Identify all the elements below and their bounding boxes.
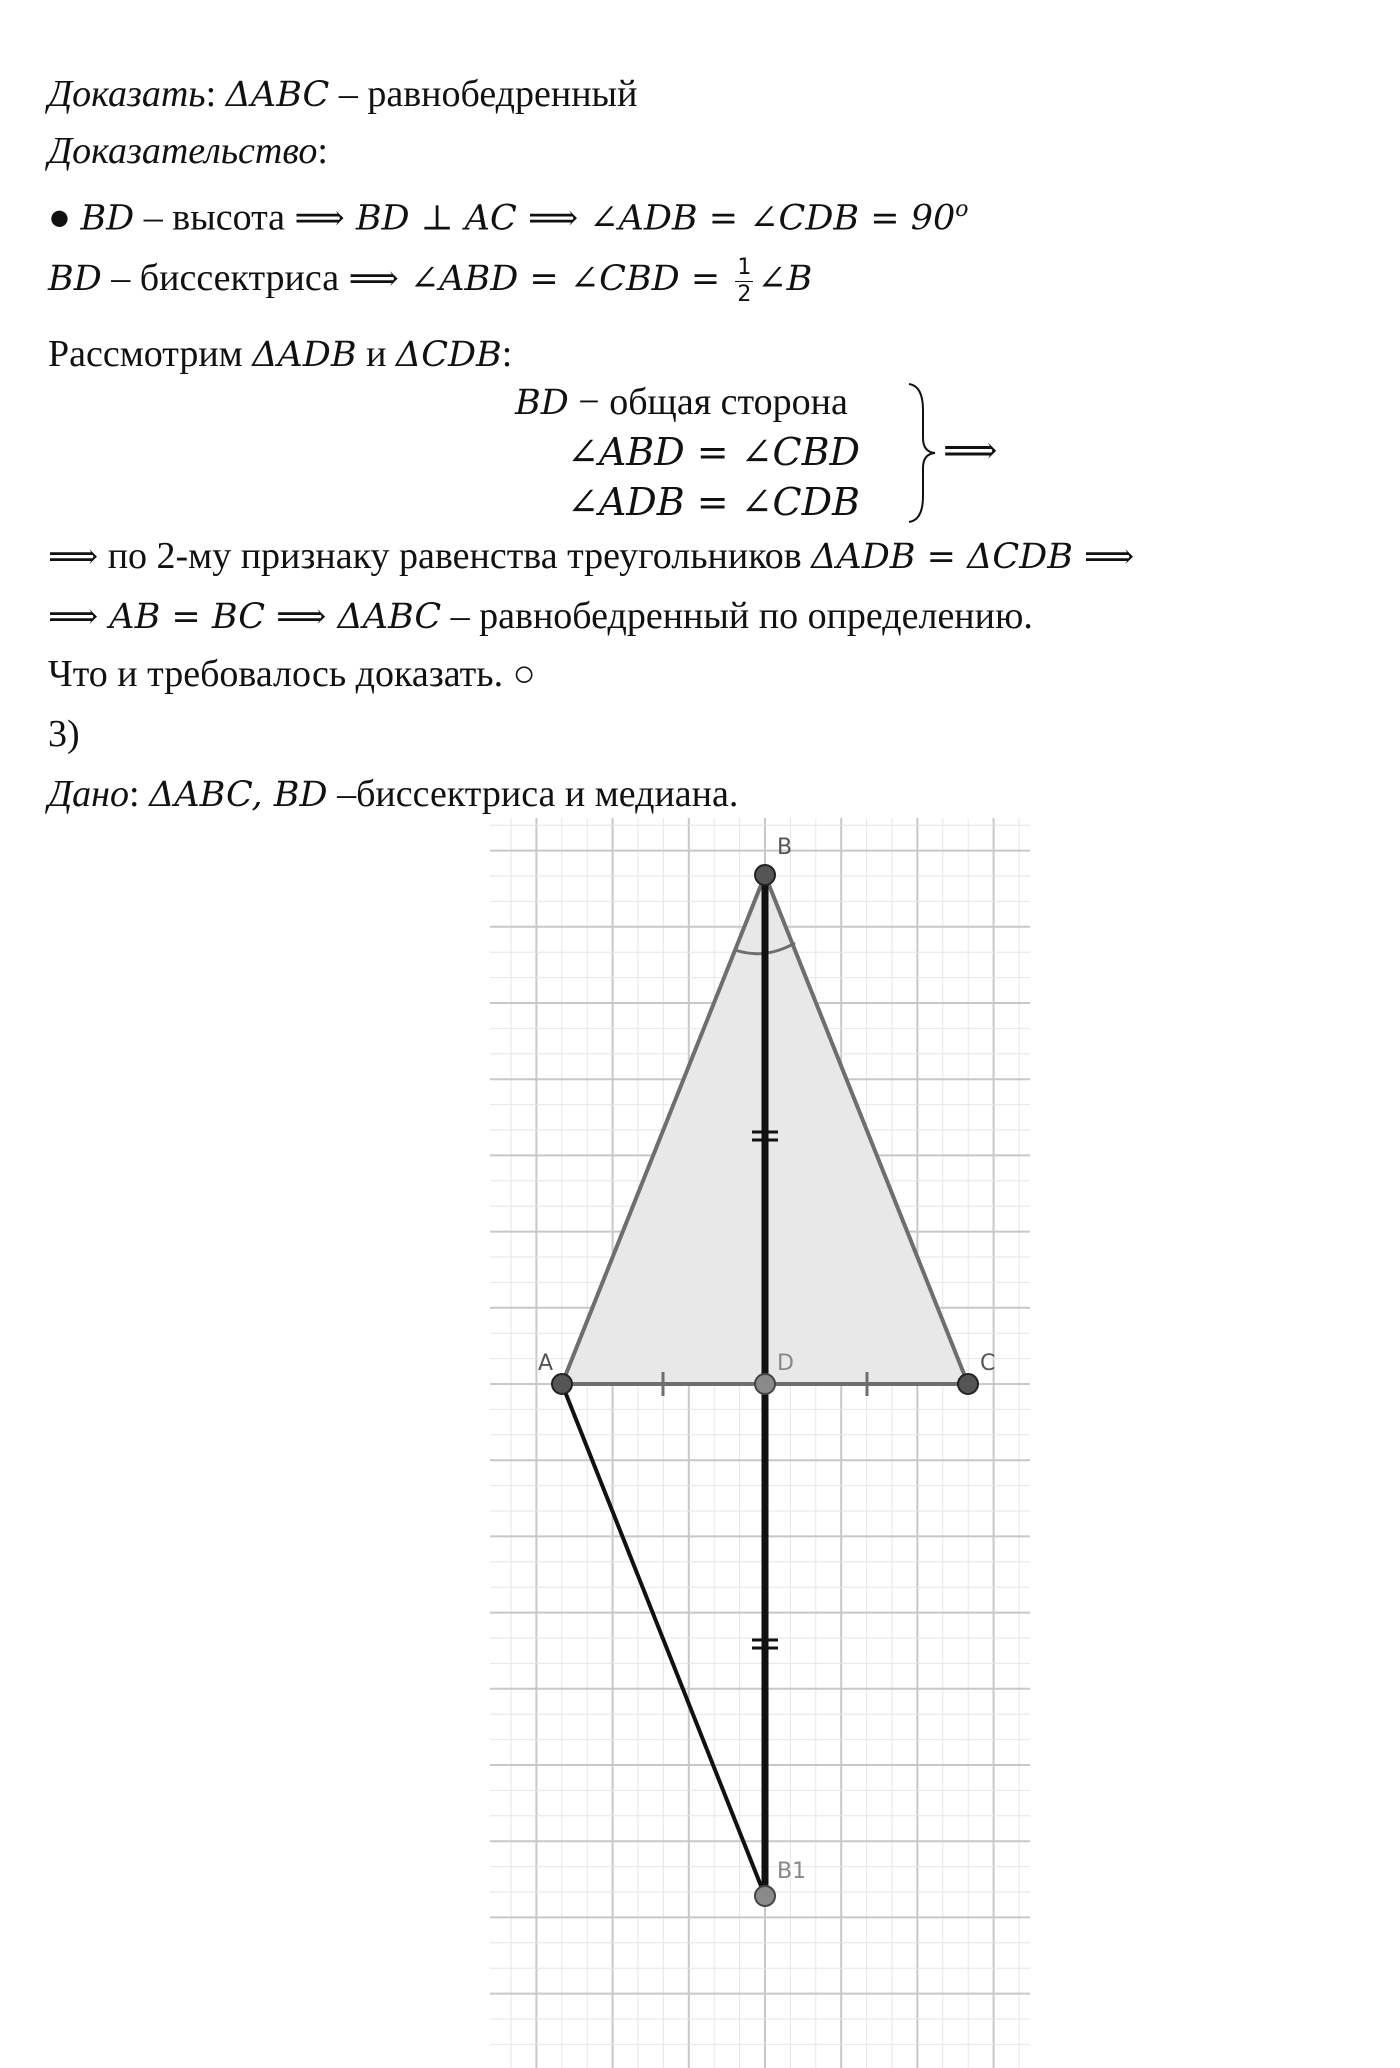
prove-colon: : [205,73,226,115]
condition-angle-abd: ∠ABD = ∠CBD [567,430,860,474]
label-b1: B1 [777,1859,807,1884]
point-c [958,1374,978,1394]
bullet: ● [48,196,81,239]
system-implies: ⟹ [943,428,998,472]
degree-sup: o [955,197,969,222]
consider-colon: : [501,333,513,375]
and-text: и [356,333,396,375]
qed-line: Что и требовалось доказать. ○ [48,653,536,695]
given-colon: : [129,773,150,815]
fraction-denominator: 2 [737,281,752,307]
triangle-adb: ΔADB [252,335,357,375]
given-text: –биссектриса и медиана. [327,773,739,815]
condition-common-side [515,378,848,427]
criterion-text: по 2-му признаку равенства треугольников [98,535,812,577]
angle-b: ∠B [757,259,813,299]
prove-line [48,70,637,119]
prove-statement: – равнобедренный [329,73,638,115]
altitude-formula: ⟹ BD ⊥ AC ⟹ ∠ADB = ∠CDB = 90 [294,198,956,239]
criterion-implies: ⟹ [48,537,99,577]
geometry-figure [490,818,1030,2068]
altitude-segment: BD [80,198,135,239]
point-b1 [755,1886,775,1906]
proof-colon: : [317,130,328,172]
proof-heading [48,127,328,175]
bisector-segment: BD [48,259,102,299]
common-side-text: − общая сторона [568,381,848,423]
point-b [755,865,775,885]
altitude-text: – высота [134,196,295,239]
proof-label: Доказательство [48,130,318,172]
fraction-numerator: 1 [737,254,752,280]
half-fraction [735,255,753,308]
criterion-line [48,532,1134,581]
bisector-line [48,254,812,308]
given-label: Дано [48,773,130,815]
conclusion-text: – равнобедренный по определению. [441,595,1033,637]
bisector-formula: ⟹ ∠ABD = ∠CBD = [348,259,732,299]
triangle-cdb: ΔCDB [395,335,502,375]
point-d [755,1374,775,1394]
item-number: 3) [48,713,80,755]
condition-angle-adb: ∠ADB = ∠CDB [567,480,860,524]
point-a [552,1374,572,1394]
label-b: B [777,835,793,860]
prove-triangle: ΔABC [225,75,330,115]
given-objects: ΔABC, BD [149,775,328,815]
label-c: C [980,1351,996,1376]
right-brace-icon [905,380,945,526]
consider-text: Рассмотрим [48,333,253,375]
altitude-line [48,186,968,243]
prove-label: Доказать [48,73,206,115]
label-d: D [777,1351,794,1376]
conditions-system [515,378,1035,528]
conclusion-formula: ⟹ AB = BC ⟹ ΔABC [48,597,442,637]
common-side-segment: BD [515,383,569,423]
label-a: A [538,1351,554,1376]
conclusion-line [48,592,1033,641]
bisector-text: – биссектриса [101,257,349,299]
consider-line [48,330,512,379]
given-line [48,770,738,819]
triangles-equal: ΔADB = ΔCDB ⟹ [811,537,1135,577]
